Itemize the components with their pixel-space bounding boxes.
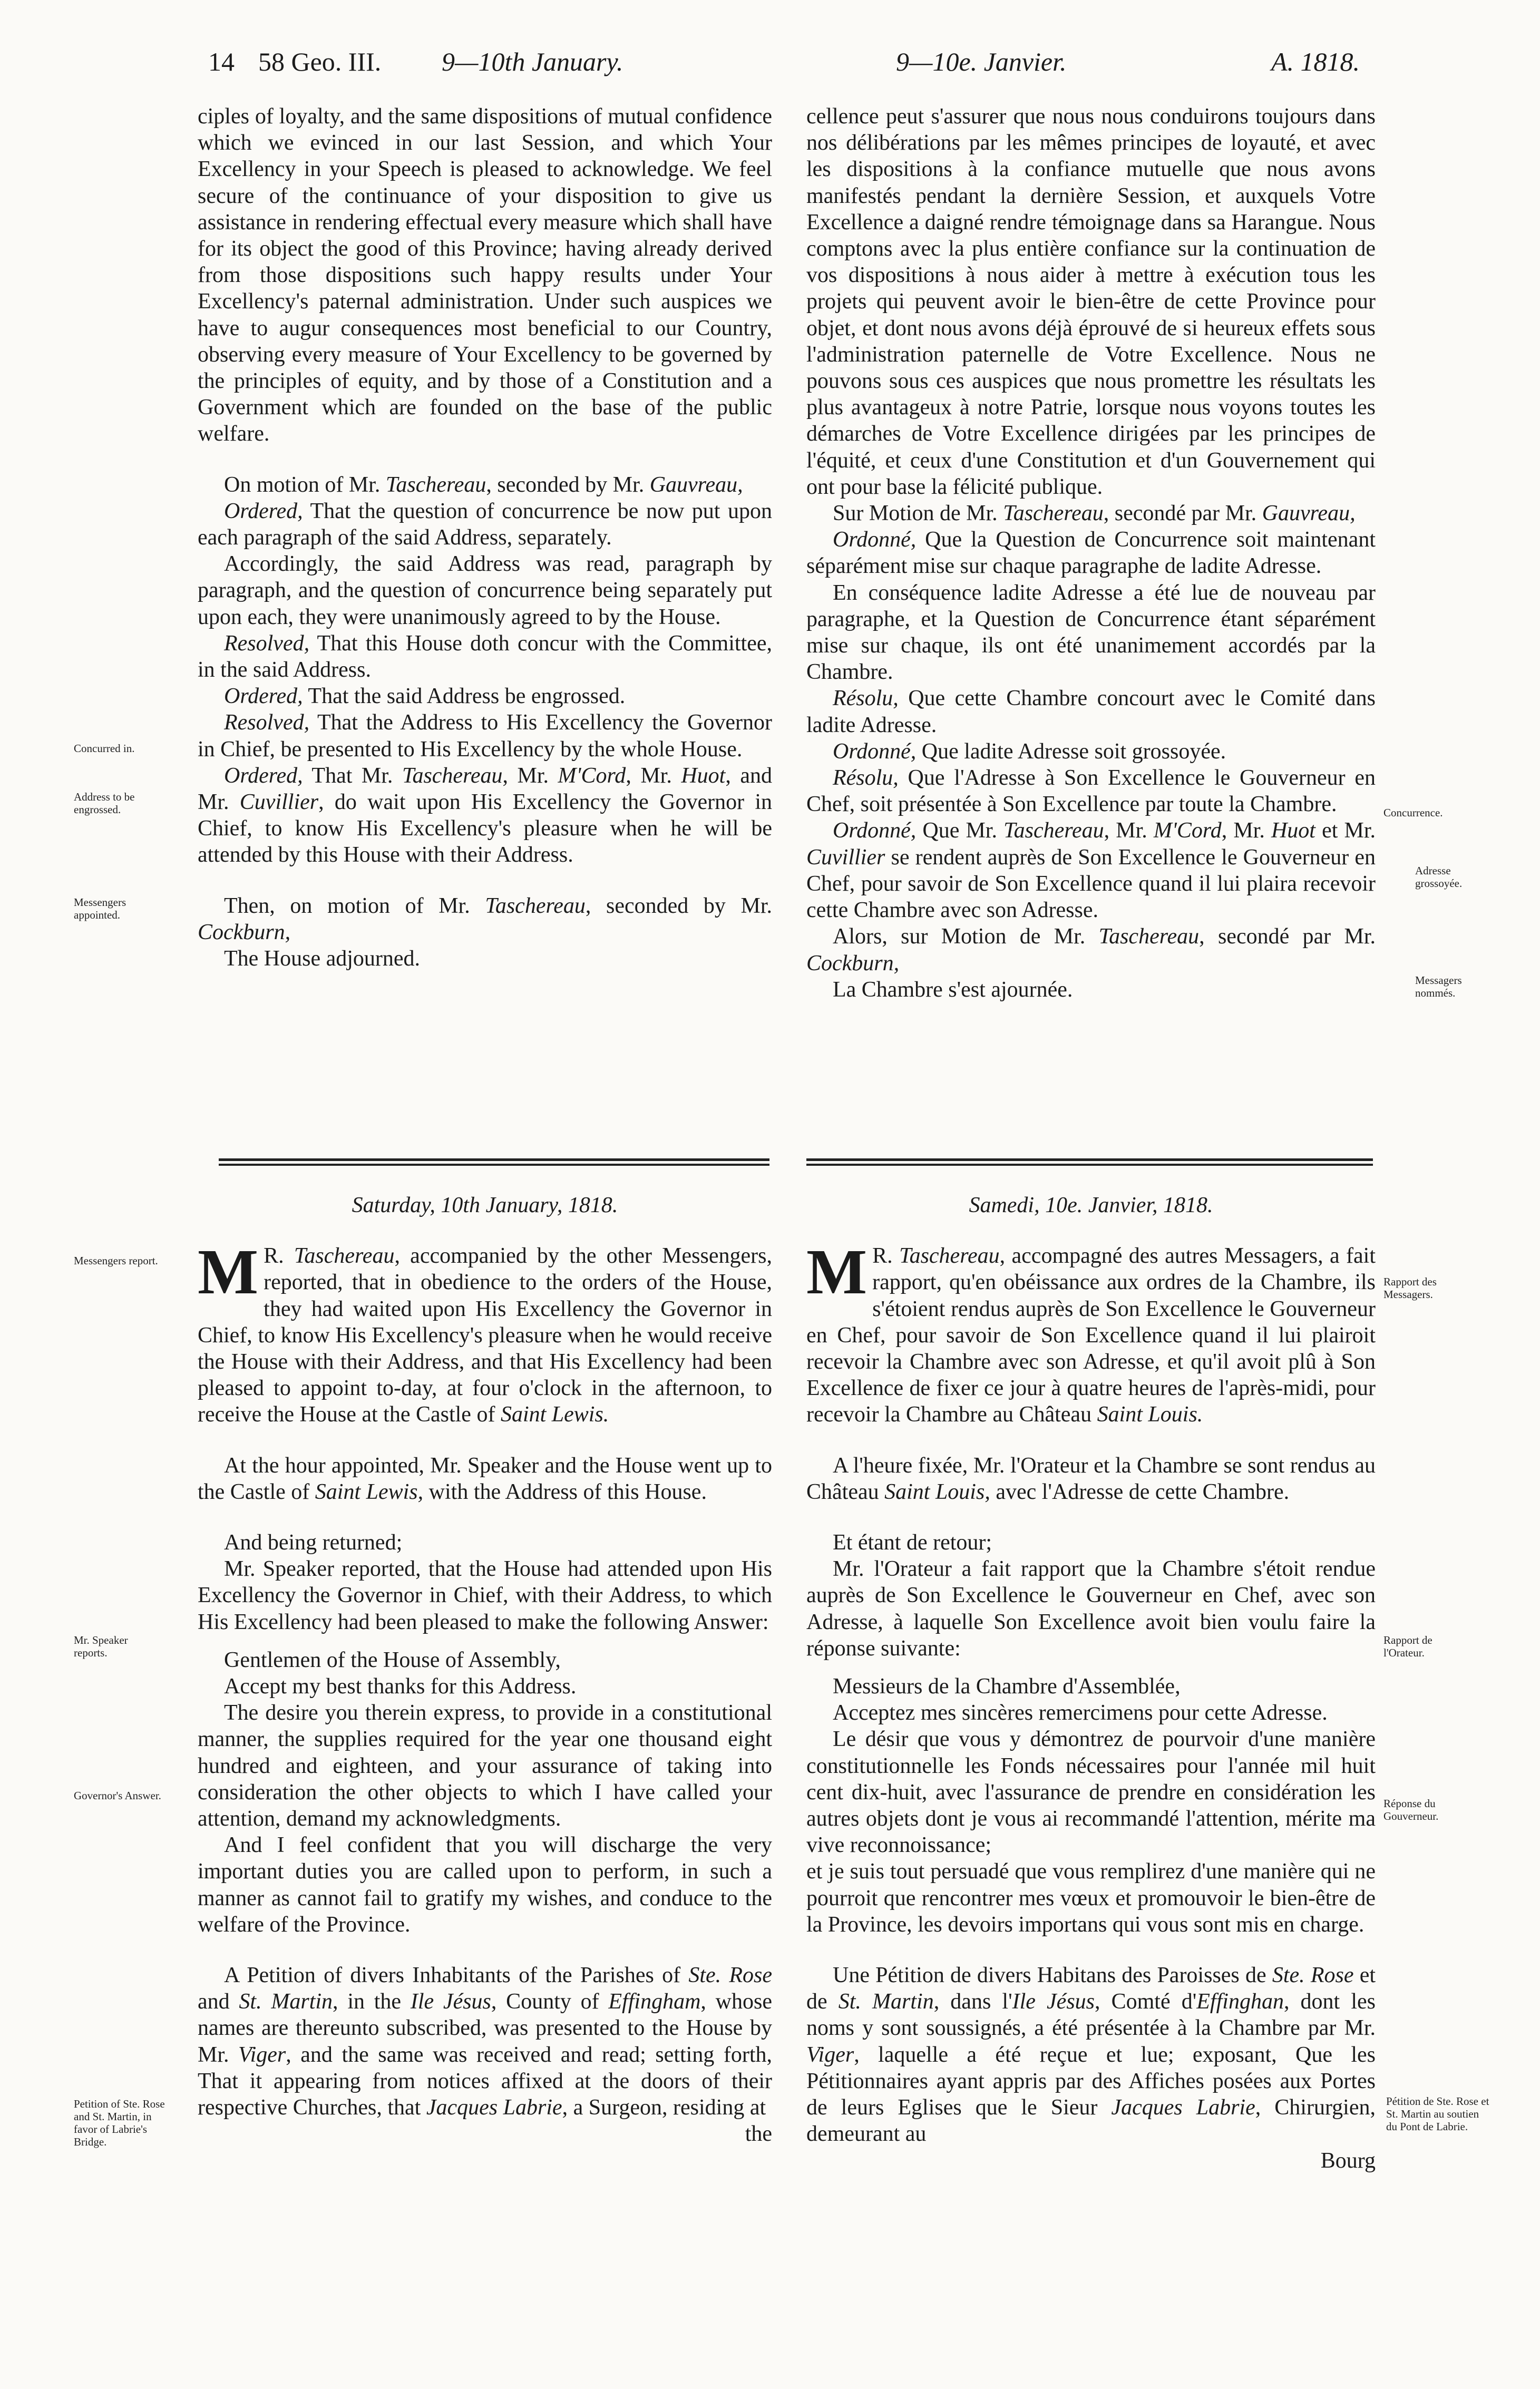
english-column-upper — [198, 103, 772, 972]
french-date-heading: Samedi, 10e. Janvier, 1818. — [969, 1193, 1213, 1217]
english-salutation: Gentlemen of the House of Assembly, — [224, 1647, 561, 1672]
french-column-lower — [806, 1192, 1376, 2174]
french-ordered-3: Ordonné, Que Mr. Taschereau, Mr. M'Cord, Mr. Huot et Mr. Cuvillier se rendent auprès de Son Excellence le Gouverneur en Chef, pour savoir de Son Excellence quand il lui plaira recevoir cette Chambre avec son Adresse. — [806, 818, 1376, 923]
english-hour-appointed: At the hour appointed, Mr. Speaker and the House went up to the Castle of Saint Lewis, with the Address of this House. — [198, 1453, 772, 1504]
section-rule-right — [806, 1158, 1373, 1161]
margin-note-messengers-report: Messengers report. — [74, 1254, 158, 1267]
french-salutation: Messieurs de la Chambre d'Assemblée, — [833, 1674, 1181, 1699]
running-head-left: 58 Geo. III. — [258, 47, 382, 76]
margin-note-concurrence: Concurrence. — [1383, 806, 1443, 819]
french-resolved-2: Résolu, Que l'Adresse à Son Excellence le Gouverneur en Chef, soit présentée à Son Excellence par toute la Chambre. — [806, 766, 1376, 817]
english-ordered-2: Ordered, That the said Address be engrossed. — [224, 684, 626, 709]
english-petition: A Petition of divers Inhabitants of the Parishes of Ste. Rose and St. Martin, in the Ile Jésus, County of Effingham, whose names are thereunto subscribed, was presented to the House by Mr. Viger, and the same was received and read; setting forth, That it appearing from notices affixed at the doors of their respective Churches, that Jacques Labrie, a Surgeon, residing at — [198, 1963, 772, 2120]
french-catchword: Bourg — [1320, 2148, 1376, 2173]
page-number: 14 — [208, 47, 235, 76]
margin-note-engrossed: Address to be engrossed. — [74, 791, 135, 816]
french-thanks: Acceptez mes sincères remercimens pour cette Adresse. — [833, 1701, 1328, 1725]
english-speaker-reported: Mr. Speaker reported, that the House had attended upon His Excellency the Governor in Chief, with their Address, to which His Excellency had been pleased to make the following Answer: — [198, 1557, 772, 1634]
french-column-upper — [806, 103, 1376, 1003]
english-ordered-3: Ordered, That Mr. Taschereau, Mr. M'Cord, Mr. Huot, and Mr. Cuvillier, do wait upon His Excellency the Governor in Chief, to know His Excellency's pleasure when he will be attended by this House with their Address. — [198, 763, 773, 867]
running-year-right: A. 1818. — [1271, 47, 1360, 76]
english-desire: The desire you therein express, to provide in a constitutional manner, the supplies required for the year one thousand eight hundred and eighteen, and your assurance of taking into consideration the other objects to which I have called your attention, demand my acknowledgments. — [198, 1701, 772, 1831]
english-date-heading: Saturday, 10th January, 1818. — [352, 1193, 618, 1217]
french-messengers-report: M R. Taschereau, accompagné des autres Messagers, a fait rapport, qu'en obéissance aux ordres de la Chambre, ils s'étoient rendus auprès de Son Excellence le Gouverneur en Chef, pour savoir de Son Excellence quand il lui plairoit recevoir la Chambre avec son Adresse, et qu'il avoit plû à Son Excellence de fixer ce jour à quatre heures de l'après-midi, pour recevoir la Chambre au Château Saint Louis. — [806, 1236, 1376, 1427]
drop-cap: M — [806, 1236, 868, 1308]
french-ordered-1: Ordonné, Que la Question de Concurrence soit maintenant séparément mise sur chaque paragraphe de ladite Adresse. — [806, 528, 1376, 579]
french-returned: Et étant de retour; — [833, 1530, 992, 1555]
french-hour-appointed: A l'heure fixée, Mr. l'Orateur et la Chambre se sont rendus au Château Saint Louis, avec l'Adresse de cette Chambre. — [806, 1453, 1376, 1504]
margin-note-governors-answer: Governor's Answer. — [74, 1789, 161, 1802]
english-column-lower — [198, 1192, 772, 2148]
english-motion-1: On motion of Mr. Taschereau, seconded by Mr. Gauvreau, — [224, 472, 743, 497]
english-address-paragraph: ciples of loyalty, and the same dispositions of mutual confidence which we evinced in our last Session, and which Your Excellency in your Speech is pleased to acknowledge. We feel secure of the continuance of your disposition to give us assistance in rendering effectual every measure which shall have for its object the good of this Province; having already derived from those dispositions such happy results under Your Excellency's paternal administration. Under such auspices we have to augur consequences most beneficial to our Country, observing every measure of Your Excellency to be governed by the principles of equity, and by those of a Constitution and a Government which are founded on the base of the public welfare. — [198, 104, 772, 446]
running-date-left: 9—10th January. — [442, 47, 623, 76]
french-address-paragraph: cellence peut s'assurer que nous nous conduirons toujours dans nos délibérations par les mêmes principes de loyauté, et avec les dispositions à la confiance mutuelle que nous avons manifestés pendant la dernière Session, et auxquels Votre Excellence a daigné rendre témoignage dans sa Harangue. Nous comptons avec la plus entière confiance sur la continuation de vos dispositions à nous aider à mettre à exécution tous les projets qui peuvent avoir le bien-être de cette Province pour objet, et dont nous avons déjà éprouvé de si heureux effets sous l'administration paternelle de Votre Excellence. Nous ne pouvons sous ces auspices que nous promettre les résultats les plus avantageux à notre Patrie, lorsque nous voyons toutes les démarches de Votre Excellence dirigées par les principes de l'équité, et ceux d'une Constitution et d'un Gouvernement qui ont pour base la félicité publique. — [806, 104, 1376, 499]
english-catchword: the — [745, 2122, 772, 2147]
margin-note-petition: Petition of Ste. Rose and St. Martin, in favor of Labrie's Bridge. — [74, 2098, 165, 2148]
french-motion-1: Sur Motion de Mr. Taschereau, secondé par Mr. Gauvreau, — [833, 501, 1356, 526]
drop-cap: M — [198, 1236, 259, 1308]
french-ordered-2: Ordonné, Que ladite Adresse soit grossoyée. — [833, 739, 1226, 764]
margin-note-rapport-messagers: Rapport des Messagers. — [1383, 1275, 1437, 1301]
french-confident: et je suis tout persuadé que vous remplirez d'une manière qui ne pourroit que rencontrer mes vœux et promouvoir le bien-être de la Province, les devoirs importans qui vous sont mis en charge. — [806, 1859, 1376, 1937]
french-petition: Une Pétition de divers Habitans des Paroisses de Ste. Rose et de St. Martin, dans l'Ile Jésus, Comté d'Effinghan, dont les noms y sont soussignés, a été présentée à la Chambre par Mr. Viger, laquelle a été reçue et lue; exposant, Que les Pétitionnaires ayant appris par des Affiches posées aux Portes de leurs Eglises que le Sieur Jacques Labrie, Chirurgien, demeurant au — [806, 1963, 1376, 2147]
english-confident: And I feel confident that you will discharge the very important duties you are called upon to perform, in such a manner as cannot fail to gratify my wishes, and conduce to the welfare of the Province. — [198, 1833, 772, 1937]
margin-note-messagers-nommes: Messagers nommés. — [1415, 974, 1462, 999]
section-rule-left — [219, 1158, 769, 1161]
french-motion-2: Alors, sur Motion de Mr. Taschereau, secondé par Mr. Cockburn, — [806, 924, 1376, 976]
margin-note-speaker-reports: Mr. Speaker reports. — [74, 1634, 128, 1659]
english-returned: And being returned; — [224, 1530, 403, 1555]
french-speaker-reported: Mr. l'Orateur a fait rapport que la Chambre s'étoit rendue auprès de Son Excellence le Gouverneur en Chef, avec son Adresse, à laquelle Son Excellence avoit bien voulu faire la réponse suivante: — [806, 1557, 1376, 1661]
margin-note-messengers-appointed: Messengers appointed. — [74, 896, 126, 921]
english-accordingly: Accordingly, the said Address was read, paragraph by paragraph, and the question of concurrence being separately put upon each, they were unanimously agreed to by the House. — [198, 552, 772, 629]
margin-note-concurred: Concurred in. — [74, 742, 135, 755]
margin-note-adresse-grossoyee: Adresse grossoyée. — [1415, 864, 1463, 890]
section-rule-left-thin — [219, 1164, 769, 1166]
french-adjourned: La Chambre s'est ajournée. — [833, 977, 1073, 1002]
margin-note-petition-fr: Pétition de Ste. Rose et St. Martin au soutien du Pont de Labrie. — [1386, 2095, 1489, 2133]
french-desire: Le désir que vous y démontrez de pourvoir d'une manière constitutionnelle les Fonds nécessaires pour l'année mil huit cent dix-huit, avec l'assurance de prendre en considération les autres objets dont je vous ai recommandé l'attention, mérite ma vive reconnoissance; — [806, 1727, 1376, 1858]
english-resolved-2: Resolved, That the Address to His Excellency the Governor in Chief, be presented to His Excellency by the whole House. — [198, 710, 772, 762]
english-adjourned: The House adjourned. — [224, 947, 421, 971]
margin-note-rapport-orateur: Rapport de l'Orateur. — [1383, 1634, 1432, 1659]
english-motion-2: Then, on motion of Mr. Taschereau, seconded by Mr. Cockburn, — [198, 893, 772, 944]
english-ordered-1: Ordered, That the question of concurrence be now put upon each paragraph of the said Address, separately. — [198, 499, 772, 550]
english-messengers-report: M R. Taschereau, accompanied by the other Messengers, reported, that in obedience to the orders of the House, they had waited upon His Excellency the Governor in Chief, to know His Excellency's pleasure when he would receive the House with their Address, and that His Excellency had been pleased to appoint to-day, at four o'clock in the afternoon, to receive the House at the Castle of Saint Lewis. — [198, 1236, 772, 1427]
french-resolved-1: Résolu, Que cette Chambre concourt avec le Comité dans ladite Adresse. — [806, 686, 1376, 737]
section-rule-right-thin — [806, 1164, 1373, 1166]
margin-note-reponse-gouverneur: Réponse du Gouverneur. — [1383, 1797, 1439, 1822]
english-thanks: Accept my best thanks for this Address. — [224, 1674, 577, 1699]
french-accordingly: En conséquence ladite Adresse a été lue de nouveau par paragraphe, et la Question de Concurrence étant séparément mise sur chaque, ils ont été unanimement accordés par la Chambre. — [806, 580, 1376, 685]
running-date-right: 9—10e. Janvier. — [896, 47, 1067, 76]
english-resolved-1: Resolved, That this House doth concur with the Committee, in the said Address. — [198, 631, 772, 682]
